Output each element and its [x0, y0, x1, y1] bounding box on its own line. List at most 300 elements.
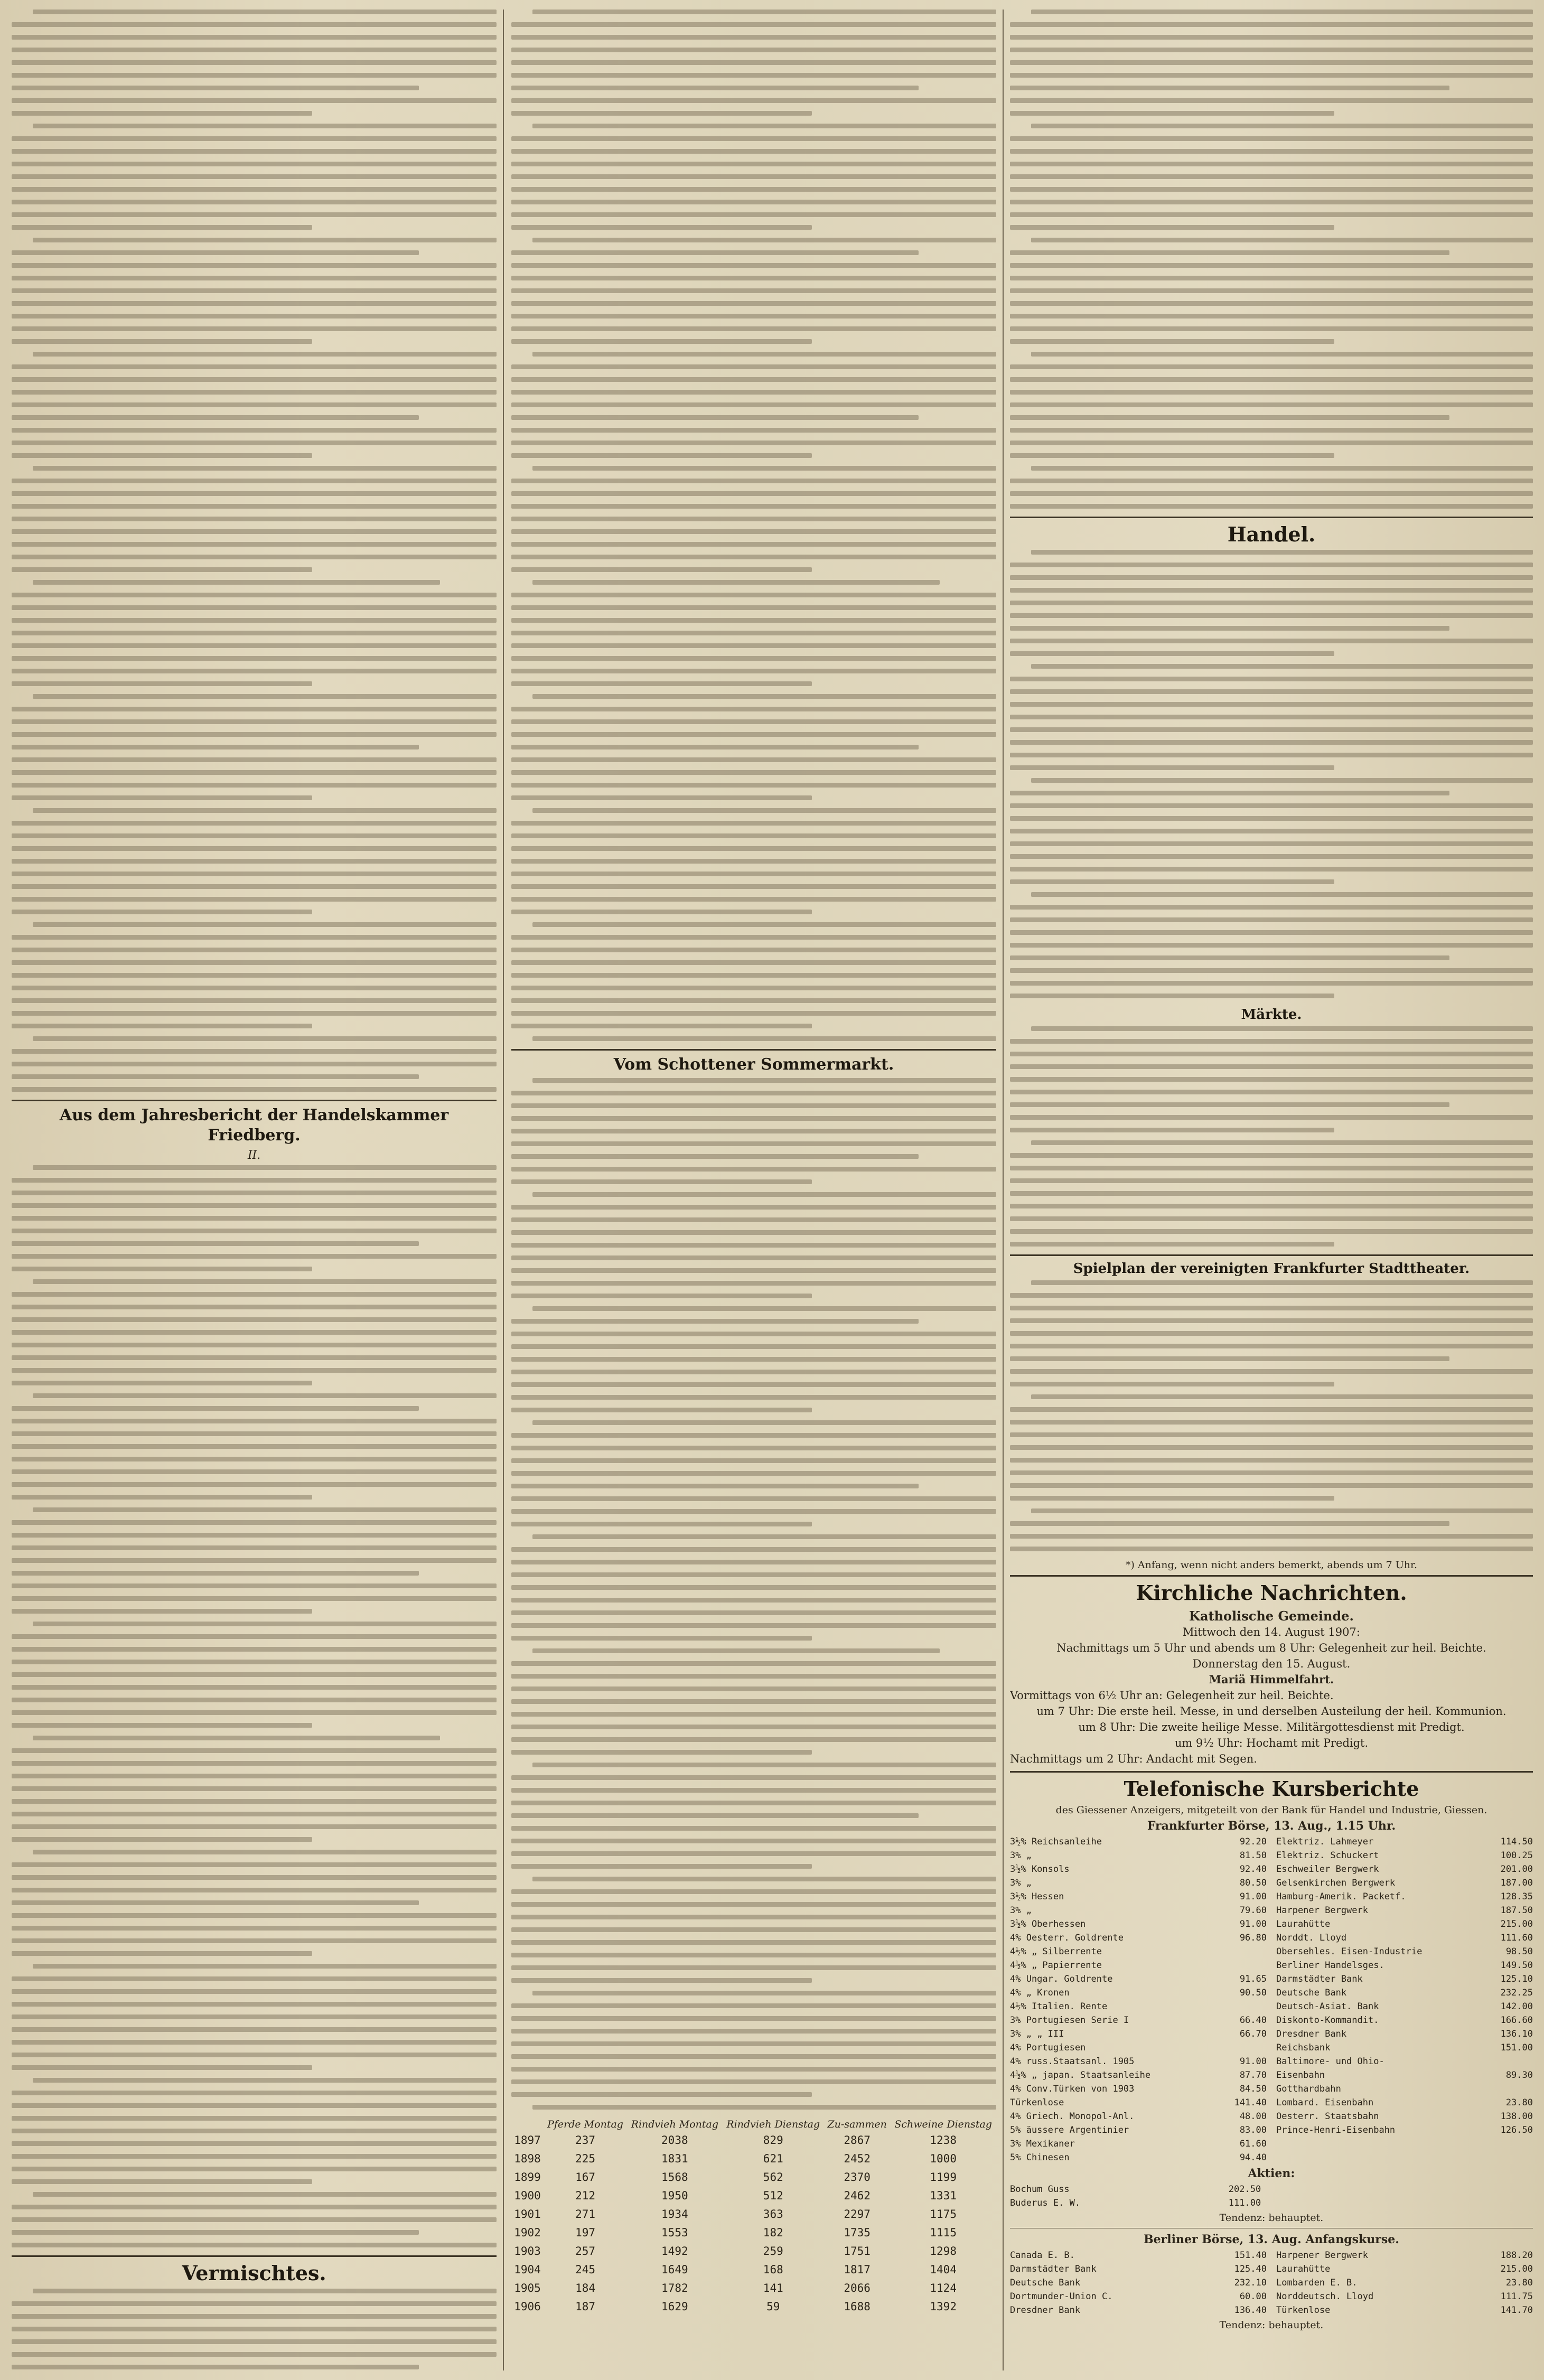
stock-name: 4% Griech. Monopol-Anl.: [1010, 2111, 1135, 2122]
text-line: [1010, 98, 1533, 103]
text-line: [511, 1011, 996, 1016]
text-line: [12, 1431, 497, 1436]
text-line: [511, 1167, 996, 1172]
text-line: [33, 2078, 497, 2083]
text-line: [511, 1217, 996, 1222]
text-line: [511, 301, 996, 306]
text-line: [12, 897, 497, 902]
stock-name: 3% „ „ III: [1010, 2029, 1064, 2039]
text-line: [33, 466, 497, 471]
stock-row: [1010, 2151, 1267, 2165]
text-line: [511, 288, 996, 293]
text-line: [12, 2027, 497, 2032]
text-line: [12, 1267, 312, 1271]
text-line: [1031, 238, 1533, 242]
stock-name: Lombarden E. B.: [1276, 2278, 1358, 2288]
stock-name: Gelsenkirchen Bergwerk: [1276, 1878, 1396, 1888]
stock-name: Deutsche Bank: [1276, 1988, 1347, 1998]
table-cell: 1903: [514, 2245, 541, 2257]
text-line: [33, 580, 440, 585]
text-line: [1010, 981, 1533, 986]
text-line: [12, 1672, 497, 1677]
text-line: [1010, 1458, 1533, 1463]
table-cell: 1817: [844, 2263, 871, 2276]
text-line: [511, 200, 996, 204]
text-line: [511, 960, 996, 965]
text-line: [12, 618, 497, 623]
text-line: [1031, 466, 1533, 471]
heading-kursberichte: Telefonische Kursberichte: [1124, 1777, 1419, 1801]
text-line: [12, 1178, 497, 1183]
stock-name: Oesterr. Staatsbahn: [1276, 2111, 1379, 2122]
table-cell: 167: [575, 2171, 595, 2184]
text-line: [12, 707, 497, 711]
text-line: [1010, 930, 1533, 935]
text-line: [1010, 136, 1533, 141]
text-line: [511, 250, 919, 255]
text-line: [532, 1306, 996, 1311]
text-line: [12, 428, 497, 433]
stock-name: Laurahütte: [1276, 2264, 1331, 2274]
stock-price: 79.60: [1239, 1905, 1267, 1916]
stock-row: [1276, 2082, 1533, 2096]
stock-row: [1276, 1986, 1533, 2000]
text-line: [1010, 1191, 1533, 1196]
stock-name: 4% „ Kronen: [1010, 1988, 1070, 1998]
table-cell: 829: [763, 2134, 783, 2147]
section-divider: [12, 2255, 497, 2257]
text-line: [1010, 1432, 1533, 1437]
text-line: [12, 1216, 497, 1221]
text-line: [12, 1748, 497, 1753]
text-line: [511, 2054, 996, 2059]
church-community: Katholische Gemeinde.: [1189, 1608, 1354, 1624]
text-line: [511, 1623, 996, 1628]
text-line: [511, 707, 996, 711]
text-line: [511, 529, 996, 534]
text-line: [1010, 1306, 1533, 1310]
text-line: [12, 732, 497, 737]
text-line: [532, 466, 996, 471]
text-line: [511, 859, 996, 864]
table-cell: 2038: [661, 2134, 688, 2147]
text-line: [12, 1406, 419, 1411]
text-line: [511, 1471, 996, 1476]
text-line: [511, 1522, 812, 1526]
stock-name: Canada E. B.: [1010, 2250, 1075, 2261]
section-divider: [1010, 1575, 1533, 1577]
text-line: [33, 808, 497, 813]
text-line: [511, 1864, 812, 1869]
text-line: [33, 1850, 497, 1854]
stock-row: [1276, 1904, 1533, 1917]
text-line: [12, 187, 497, 192]
text-line: [12, 1343, 497, 1347]
text-line: [511, 1344, 996, 1349]
table-row: [511, 2279, 996, 2298]
text-line: [12, 1533, 497, 1538]
stock-price: 66.40: [1239, 2015, 1267, 2026]
text-line: [511, 745, 919, 749]
stock-row: [1010, 2303, 1267, 2317]
text-line: [1010, 1470, 1533, 1475]
text-line: [1010, 504, 1533, 509]
text-line: [511, 1154, 919, 1159]
text-line: [12, 1786, 497, 1791]
text-line: [511, 364, 996, 369]
text-line: [532, 124, 996, 128]
text-line: [12, 745, 419, 749]
stock-price: 23.80: [1505, 2097, 1533, 2108]
text-line: [511, 1725, 996, 1729]
text-line: [12, 593, 497, 597]
table-cell: 1688: [844, 2300, 871, 2313]
text-line: [12, 2129, 497, 2133]
text-line: [511, 453, 812, 458]
text-line: [12, 1368, 497, 1373]
text-line: [12, 1229, 497, 1233]
text-line: [532, 1192, 996, 1197]
stock-row: [1010, 1972, 1267, 1986]
text-line: [1010, 753, 1533, 757]
text-line: [1031, 892, 1533, 897]
text-line: [511, 681, 812, 686]
text-line: [12, 2154, 497, 2159]
text-line: [1010, 479, 1533, 483]
table-cell: 1906: [514, 2300, 541, 2313]
text-line: [532, 352, 996, 357]
text-line: [511, 390, 996, 395]
stock-price: 128.35: [1500, 1891, 1533, 1902]
text-line: [1031, 550, 1533, 555]
text-line: [1031, 352, 1533, 357]
text-line: [532, 10, 996, 14]
stock-row: [1276, 2027, 1533, 2041]
table-cell: 1124: [930, 2282, 957, 2294]
text-line: [511, 1813, 919, 1818]
text-line: [12, 2167, 497, 2171]
stock-price: 96.80: [1239, 1933, 1267, 1943]
text-line: [12, 2103, 497, 2108]
text-line: [1010, 35, 1533, 40]
text-line: [33, 2289, 497, 2293]
aktien-list: [1010, 2182, 1261, 2210]
text-line: [33, 1036, 497, 1041]
stock-name: 3½% Hessen: [1010, 1891, 1064, 1902]
article-text: [1010, 1026, 1533, 1247]
church-line: um 7 Uhr: Die erste heil. Messe, in und derselben Austeilung der heil. Kommunion.: [1036, 1705, 1506, 1718]
stock-price: 100.25: [1500, 1850, 1533, 1861]
text-line: [12, 1900, 419, 1905]
text-line: [511, 1496, 996, 1501]
stock-name: Bochum Guss: [1010, 2184, 1070, 2195]
text-line: [1010, 326, 1533, 331]
table-cell: 1901: [514, 2208, 541, 2220]
text-line: [12, 872, 497, 876]
stock-name: 3% „: [1010, 1850, 1032, 1861]
text-line: [12, 149, 497, 154]
text-line: [511, 631, 996, 635]
text-line: [12, 757, 497, 762]
text-line: [1010, 715, 1533, 719]
text-line: [1010, 1318, 1533, 1323]
text-line: [511, 2003, 996, 2008]
frankfurt-stock-list: [1010, 1835, 1533, 2165]
text-line: [511, 821, 996, 826]
text-line: [1010, 689, 1533, 694]
text-line: [12, 2301, 497, 2306]
stock-row: [1010, 2000, 1267, 2013]
table-cell: 59: [766, 2300, 780, 2313]
text-line: [12, 1634, 497, 1639]
stock-row: [1276, 2303, 1533, 2317]
stock-name: 4% Portugiesen: [1010, 2042, 1086, 2053]
text-line: [12, 770, 497, 775]
text-line: [1010, 162, 1533, 166]
text-line: [12, 1241, 419, 1246]
stock-row: [1010, 2096, 1267, 2110]
stock-row: [1276, 1972, 1533, 1986]
text-line: [1010, 1216, 1533, 1221]
text-line: [1010, 1382, 1334, 1386]
text-line: [12, 1419, 497, 1423]
stock-price: 126.50: [1500, 2125, 1533, 2135]
text-line: [1010, 1356, 1449, 1361]
text-line: [511, 1737, 996, 1742]
stock-price: 149.50: [1500, 1960, 1533, 1971]
text-line: [511, 35, 996, 40]
text-line: [511, 1661, 996, 1666]
text-line: [12, 1609, 312, 1614]
stock-price: 125.40: [1234, 2264, 1267, 2274]
text-line: [1031, 1026, 1533, 1031]
text-line: [1010, 1166, 1533, 1170]
text-line: [12, 1355, 497, 1360]
stock-price: 84.50: [1239, 2084, 1267, 2094]
text-line: [12, 1254, 497, 1259]
table-cell: 1934: [661, 2208, 688, 2220]
stock-price: 90.50: [1239, 1988, 1267, 1998]
article-text: [1010, 550, 1533, 998]
text-line: [12, 402, 497, 407]
stock-name: Harpener Bergwerk: [1276, 2250, 1368, 2261]
stock-name: 4½% „ japan. Staatsanleihe: [1010, 2070, 1151, 2081]
text-line: [532, 1078, 996, 1083]
table-cell: 2452: [844, 2152, 871, 2165]
text-line: [511, 605, 996, 610]
church-line: um 8 Uhr: Die zweite heilige Messe. Militärgottesdienst mit Predigt.: [1078, 1721, 1465, 1734]
text-line: [1031, 10, 1533, 14]
text-line: [1010, 803, 1533, 808]
heading-handel: Handel.: [1227, 522, 1316, 546]
stock-row: [1010, 1862, 1267, 1876]
stock-name: 4% Conv.Türken von 1903: [1010, 2084, 1135, 2094]
text-line: [1010, 415, 1449, 420]
table-cell: 1238: [930, 2134, 957, 2147]
article-text: [12, 2289, 497, 2370]
text-line: [511, 98, 996, 103]
stock-name: 3% „: [1010, 1905, 1032, 1916]
text-line: [1010, 651, 1334, 656]
text-line: [12, 1862, 497, 1867]
text-line: [1010, 390, 1533, 395]
text-line: [12, 1024, 312, 1028]
text-line: [511, 1978, 812, 1983]
stock-price: 232.25: [1500, 1988, 1533, 1998]
stock-row: [1276, 2248, 1533, 2262]
text-line: [1010, 1242, 1334, 1247]
text-line: [1010, 1369, 1533, 1374]
stock-price: 202.50: [1228, 2184, 1261, 2195]
text-line: [511, 22, 996, 27]
text-line: [511, 593, 996, 597]
text-line: [511, 1268, 996, 1273]
stock-row: [1276, 1862, 1533, 1876]
church-line: um 9½ Uhr: Hochamt mit Predigt.: [1174, 1737, 1369, 1749]
stock-price: 48.00: [1239, 2111, 1267, 2122]
text-line: [12, 1888, 497, 1892]
text-line: [12, 479, 497, 483]
text-line: [12, 2141, 497, 2146]
text-line: [1010, 22, 1533, 27]
table-cell: 1175: [930, 2208, 957, 2220]
text-line: [1010, 1293, 1533, 1298]
text-line: [511, 1547, 996, 1552]
stock-name: 4% Oesterr. Goldrente: [1010, 1933, 1124, 1943]
text-line: [532, 922, 996, 927]
text-line: [511, 567, 812, 572]
text-line: [12, 998, 497, 1003]
table-cell: 2066: [844, 2282, 871, 2294]
column-1: [12, 10, 497, 2370]
table-cell: 1751: [844, 2245, 871, 2257]
aktien-heading: Aktien:: [1248, 2167, 1295, 2180]
kurs-subtitle: des Giessener Anzeigers, mitgeteilt von der Bank für Handel und Industrie, Giessen.: [1055, 1804, 1487, 1816]
table-cell: 2462: [844, 2189, 871, 2202]
text-line: [12, 86, 419, 90]
text-line: [511, 1915, 996, 1919]
table-cell: 1000: [930, 2152, 957, 2165]
table-cell: 184: [575, 2282, 595, 2294]
text-line: [511, 504, 996, 509]
stock-row: [1276, 1849, 1533, 1862]
stock-name: Gotthardbahn: [1276, 2084, 1341, 2094]
text-line: [511, 897, 996, 902]
column-rule: [503, 10, 504, 2370]
stock-row: [1010, 1890, 1267, 1904]
stock-price: 83.00: [1239, 2125, 1267, 2135]
stock-price: 66.70: [1239, 2029, 1267, 2039]
text-line: [1010, 288, 1533, 293]
stock-name: Türkenlose: [1010, 2097, 1064, 2108]
text-line: [511, 2067, 996, 2072]
stock-price: 111.60: [1500, 1933, 1533, 1943]
stock-name: Laurahütte: [1276, 1919, 1331, 1929]
text-line: [12, 884, 497, 889]
stock-price: 136.10: [1500, 2029, 1533, 2039]
text-line: [12, 2116, 497, 2121]
stock-price: 91.00: [1239, 1919, 1267, 1929]
text-line: [12, 174, 497, 179]
table-cell: 1392: [930, 2300, 957, 2313]
text-line: [12, 48, 497, 52]
text-line: [12, 390, 497, 395]
stock-row: [1010, 2276, 1267, 2290]
stock-row: [1010, 2123, 1267, 2137]
stock-name: Baltimore- und Ohio-: [1276, 2056, 1384, 2067]
stock-row: [1276, 2068, 1533, 2082]
text-line: [532, 1991, 996, 1995]
text-line: [511, 415, 919, 420]
text-line: [12, 1951, 312, 1956]
text-line: [1010, 339, 1334, 344]
text-line: [12, 2065, 312, 2070]
text-line: [511, 2092, 812, 2097]
text-line: [511, 986, 996, 990]
text-line: [1010, 1178, 1533, 1183]
table-row: [511, 2298, 996, 2316]
text-line: [12, 960, 497, 965]
stock-row: [1276, 2041, 1533, 2055]
text-line: [1010, 816, 1533, 821]
text-line: [12, 326, 497, 331]
text-line: [12, 910, 312, 914]
text-line: [1010, 174, 1533, 179]
stock-price: 142.00: [1500, 2001, 1533, 2012]
stock-name: 3½% Konsols: [1010, 1864, 1070, 1875]
text-line: [511, 339, 812, 344]
text-line: [1010, 276, 1533, 280]
text-line: [511, 757, 996, 762]
table-cell: 1899: [514, 2171, 541, 2184]
text-line: [511, 833, 996, 838]
text-line: [532, 1877, 996, 1881]
text-line: [511, 656, 996, 661]
text-line: [12, 35, 497, 40]
stock-name: 4½% „ Papierrente: [1010, 1960, 1102, 1971]
stock-name: Türkenlose: [1276, 2305, 1331, 2316]
text-line: [1010, 60, 1533, 65]
text-line: [1010, 1039, 1533, 1044]
text-line: [532, 1420, 996, 1425]
text-line: [12, 1812, 497, 1816]
text-line: [12, 2217, 497, 2222]
table-cell: 225: [575, 2152, 595, 2165]
text-line: [12, 491, 497, 496]
text-line: [12, 1976, 497, 1981]
text-line: [1010, 1090, 1533, 1094]
table-row: [511, 2224, 996, 2242]
stock-name: Deutsche Bank: [1010, 2278, 1081, 2288]
stock-name: Dresdner Bank: [1010, 2305, 1081, 2316]
church-notices: [1010, 1608, 1533, 1767]
table-row: [511, 2261, 996, 2279]
text-line: [1010, 491, 1533, 496]
stock-price: 201.00: [1500, 1864, 1533, 1875]
article-text: [1010, 10, 1533, 509]
stock-name: Elektriz. Schuckert: [1276, 1850, 1379, 1861]
text-line: [1031, 1280, 1533, 1285]
text-line: [12, 1583, 497, 1588]
text-line: [511, 428, 996, 433]
church-line: Nachmittags um 2 Uhr: Andacht mit Segen.: [1010, 1753, 1257, 1765]
text-line: [1010, 212, 1533, 217]
text-line: [1010, 677, 1533, 681]
stock-row: [1276, 2262, 1533, 2276]
text-line: [511, 846, 996, 851]
stock-name: 5% äussere Argentinier: [1010, 2125, 1129, 2135]
text-line: [1010, 1420, 1533, 1425]
